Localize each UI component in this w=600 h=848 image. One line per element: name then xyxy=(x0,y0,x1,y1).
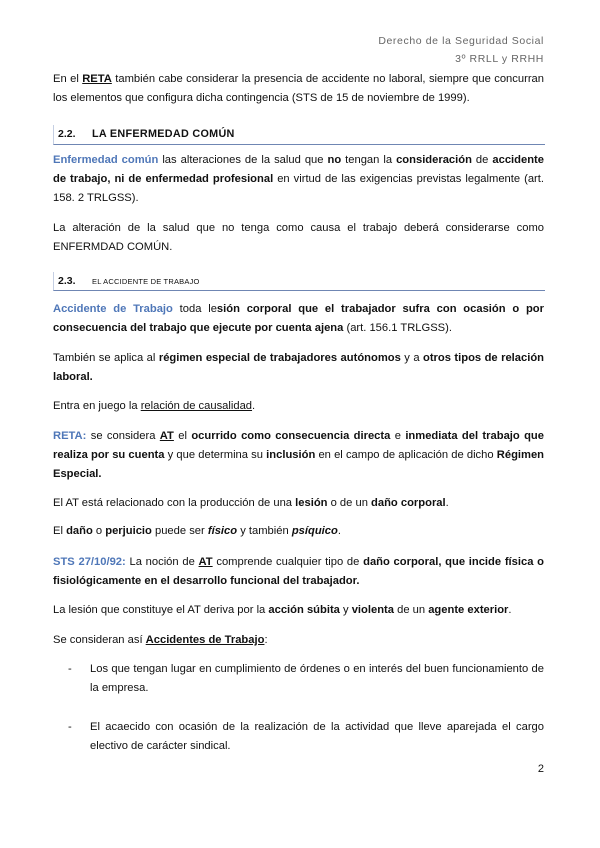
header-course-title: Derecho de la Seguridad Social xyxy=(378,35,544,47)
section-number: 2.3. xyxy=(58,275,76,287)
text-run: En el xyxy=(53,73,83,85)
text-run: consideración xyxy=(396,154,472,166)
text-run: relación de causalidad xyxy=(140,400,253,412)
defined-term: Enfermedad común xyxy=(53,154,159,166)
regimen-paragraph xyxy=(53,349,544,387)
text-run: inclusión xyxy=(266,449,316,461)
text-run: . xyxy=(252,400,256,412)
list-bullet: - xyxy=(68,663,72,675)
text-run: : xyxy=(264,634,268,646)
text-run: puede ser xyxy=(151,525,208,537)
text-run: daño corporal, que incide física o fisiológicamente en el desarrollo funcional del trabajador. xyxy=(53,556,544,587)
text-run: La lesión que constituye el AT deriva por la xyxy=(53,604,269,616)
text-run: Régimen Especial. xyxy=(53,449,545,480)
section-title: EL ACCIDENTE DE TRABAJO xyxy=(92,277,200,286)
text-run: las alteraciones de la salud que xyxy=(158,154,328,166)
text-run: o de un xyxy=(327,497,372,509)
text-run: en el campo de aplicación de dicho xyxy=(315,449,497,461)
text-run: psíquico xyxy=(291,525,338,537)
text-run: o xyxy=(92,525,106,537)
text-run: La noción de xyxy=(125,556,199,568)
text-run: daño xyxy=(66,525,93,537)
text-run: de xyxy=(471,154,493,166)
text-run: de un xyxy=(393,604,429,616)
enfermedad-definition xyxy=(53,151,544,208)
section-heading-enfermedad xyxy=(53,125,545,145)
text-run: también cabe considerar la presencia de accidente no laboral, siempre que concurran los elementos que configura dicha contingencia (STS de 15 de noviembre de 1999). xyxy=(53,73,544,104)
text-run: no xyxy=(327,154,342,166)
section-title: LA ENFERMEDAD COMÚN xyxy=(92,128,235,140)
text-run: lesión xyxy=(295,497,328,509)
text-run: el xyxy=(173,430,192,442)
text-run: perjuicio xyxy=(105,525,152,537)
text-run: El AT está relacionado con la producción de una xyxy=(53,497,296,509)
causalidad-paragraph xyxy=(53,397,544,416)
list-bullet: - xyxy=(68,721,72,733)
text-run: daño corporal xyxy=(371,497,446,509)
accion-paragraph xyxy=(53,601,544,620)
text-run: y que determina su xyxy=(164,449,267,461)
text-run: régimen especial de trabajadores autónomos xyxy=(158,352,401,364)
text-run: . xyxy=(508,604,512,616)
text-run: Se consideran así xyxy=(53,634,146,646)
text-run: Accidentes de Trabajo xyxy=(145,634,265,646)
text-run: Entra en juego la xyxy=(53,400,141,412)
header-course-group: 3º RRLL y RRHH xyxy=(455,53,544,65)
text-run: sión corporal que el trabajador sufra con ocasión o por consecuencia del trabajo que ejecute por cuenta ajena xyxy=(53,303,544,334)
text-run: otros tipos de relación laboral. xyxy=(53,352,545,383)
defined-term: Accidente de Trabajo xyxy=(53,303,173,315)
text-run: También se aplica al xyxy=(53,352,159,364)
text-run: tengan la xyxy=(341,154,397,166)
defined-term: STS 27/10/92: xyxy=(53,556,126,568)
section-heading-accidente xyxy=(53,272,545,291)
text-run: agente exterior xyxy=(428,604,509,616)
text-run: acción súbita xyxy=(268,604,340,616)
sts-paragraph xyxy=(53,553,544,591)
text-run: toda le xyxy=(172,303,217,315)
page-number: 2 xyxy=(537,763,544,775)
at-term: AT xyxy=(198,556,213,568)
text-run: e xyxy=(390,430,406,442)
list-item-text: Los que tengan lugar en cumplimiento de órdenes o en interés del buen funcionamiento de la empresa. xyxy=(90,663,544,694)
consideran-paragraph xyxy=(53,631,544,650)
defined-term: RETA: xyxy=(53,430,87,442)
at-term: AT xyxy=(159,430,174,442)
list-item-text: El acaecido con ocasión de la realización de la actividad que lleve aparejada el cargo electivo de carácter sindical. xyxy=(90,721,544,752)
text-run: inmediata del trabajo que realiza por su cuenta xyxy=(53,430,544,461)
text-run: y también xyxy=(237,525,292,537)
enfermedad-note: La alteración de la salud que no tenga como causa el trabajo deberá considerarse como ENFERMDAD COMÚN. xyxy=(53,222,544,253)
text-run: en virtud de las exigencias previstas legalmente (art. 158. 2 TRLGSS). xyxy=(53,173,544,204)
dano-paragraph xyxy=(53,522,544,541)
text-run: (art. 156.1 TRLGSS). xyxy=(343,322,452,334)
accidente-definition xyxy=(53,300,544,338)
text-run: . xyxy=(337,525,341,537)
text-run: El xyxy=(53,525,67,537)
reta-paragraph xyxy=(53,427,544,484)
text-run: se considera xyxy=(86,430,160,442)
text-run: físico xyxy=(207,525,238,537)
text-run: violenta xyxy=(351,604,394,616)
lesion-paragraph xyxy=(53,494,544,513)
text-run: comprende cualquier tipo de xyxy=(212,556,364,568)
text-run: . xyxy=(445,497,449,509)
reta-term: RETA xyxy=(82,73,112,85)
text-run: y a xyxy=(400,352,423,364)
text-run: accidente de trabajo, ni de enfermedad profesional xyxy=(53,154,544,185)
text-run: ocurrido como consecuencia directa xyxy=(191,430,391,442)
text-run: y xyxy=(339,604,352,616)
section-number: 2.2. xyxy=(58,128,76,140)
intro-paragraph xyxy=(53,70,544,108)
